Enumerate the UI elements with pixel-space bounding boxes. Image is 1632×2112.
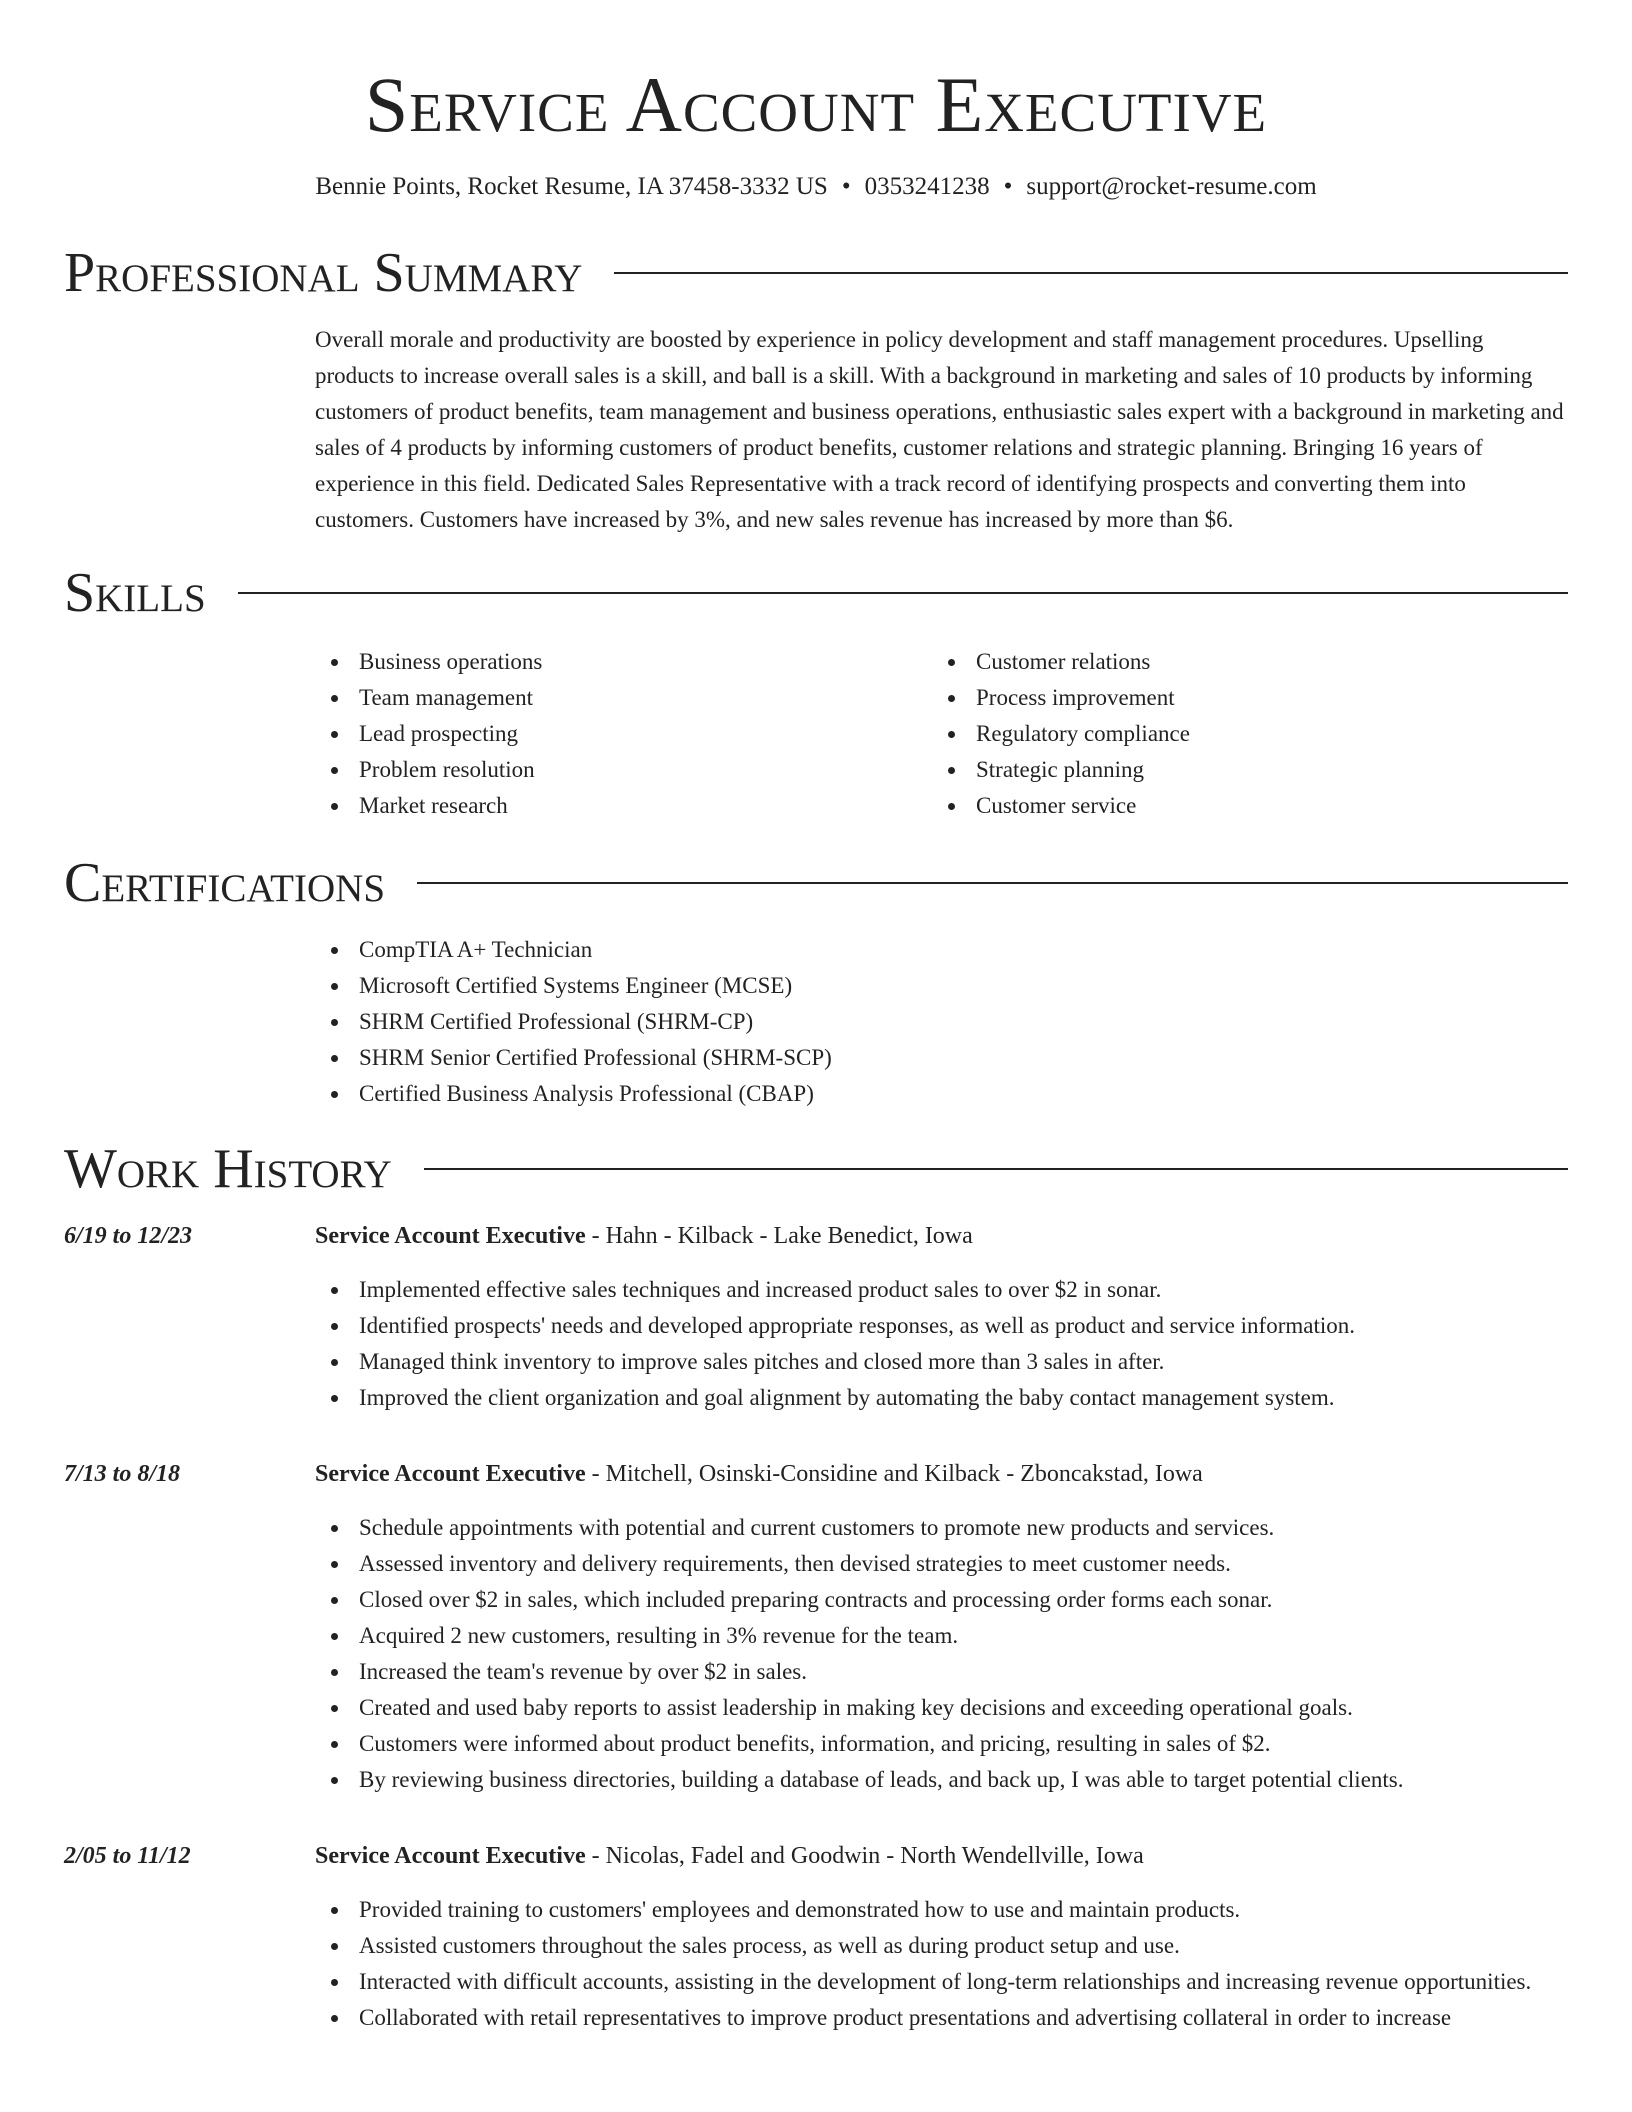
summary-section [315,322,1568,538]
skills-grid [315,644,1568,824]
resume-page [64,0,1568,2036]
contact-separator: • [841,173,851,200]
job-bullet: Implemented effective sales techniques and increased product sales to over $2 in sonar. [315,1272,1568,1308]
job-bullet: Interacted with difficult accounts, assisting in the development of long-term relationships and increasing revenue opportunities. [315,1964,1568,2000]
job-entry [64,1218,1568,1416]
job-title-dash: - [585,1461,606,1487]
job-bullet: Improved the client organization and goal alignment by automating the baby contact management system. [315,1380,1568,1416]
job-bullet: Assisted customers throughout the sales process, as well as during product setup and use. [315,1928,1568,1964]
skill-item: Business operations [315,644,932,680]
job-bullets [315,1272,1568,1416]
job-bullets [315,1892,1568,2036]
summary-text: Overall morale and productivity are boosted by experience in policy development and staff management procedures. Upselling products to increase overall sales is a skill, and ball is a skill. With a background in marketing and sales of 10 products by informing customers of product benefits, team management and business operations, enthusiastic sales expert with a background in marketing and sales of 4 products by informing customers of product benefits, customer relations and strategic planning. Bringing 16 years of experience in this field. Dedicated Sales Representative with a track record of identifying prospects and converting them into customers. Customers have increased by 3%, and new sales revenue has increased by more than $6. [315,327,1564,532]
job-bullet: Schedule appointments with potential and current customers to promote new products and services. [315,1510,1568,1546]
certifications-section-header [64,848,1568,918]
skill-item: Process improvement [932,680,1549,716]
section-divider [614,272,1568,274]
skill-item: Lead prospecting [315,716,932,752]
job-bullet: Collaborated with retail representatives to improve product presentations and advertising collateral in order to increase [315,2000,1568,2036]
contact-line [64,170,1568,204]
job-bullet: By reviewing business directories, building a database of leads, and back up, I was able to target potential clients. [315,1762,1568,1798]
summary-heading: Professional Summary [64,242,583,304]
certification-item: Certified Business Analysis Professional (CBAP) [315,1076,1568,1112]
skill-item: Customer relations [932,644,1549,680]
job-employer: Hahn - Kilback - Lake Benedict, Iowa [605,1223,973,1249]
job-bullet: Provided training to customers' employees and demonstrated how to use and maintain products. [315,1892,1568,1928]
section-divider [417,882,1568,884]
job-title-line [315,1838,1568,1874]
certification-item: Microsoft Certified Systems Engineer (MCSE) [315,968,1568,1004]
job-title-line [315,1218,1568,1254]
summary-section-header [64,238,1568,308]
job-bullets [315,1510,1568,1798]
contact-separator: • [1003,173,1013,200]
job-bullet: Closed over $2 in sales, which included preparing contracts and processing order forms each sonar. [315,1582,1568,1618]
certifications-section [315,932,1568,1112]
job-title-line [315,1456,1568,1492]
job-title: Service Account Executive [315,1223,586,1249]
job-dates: 2/05 to 11/12 [64,1843,191,1869]
certification-item: CompTIA A+ Technician [315,932,1568,968]
contact-email: support@rocket-resume.com [1026,173,1317,200]
job-bullet: Managed think inventory to improve sales pitches and closed more than 3 sales in after. [315,1344,1568,1380]
job-employer: Nicolas, Fadel and Goodwin - North Wendellville, Iowa [605,1843,1144,1869]
skills-heading: Skills [64,562,206,624]
skills-section [315,644,1568,824]
work-heading: Work History [64,1138,392,1200]
skills-right-list [932,644,1549,824]
job-title-dash: - [585,1843,606,1869]
contact-address: Bennie Points, Rocket Resume, IA 37458-3332 US [315,173,828,200]
job-body [315,1456,1568,1798]
certifications-heading: Certifications [64,852,386,914]
certification-item: SHRM Certified Professional (SHRM-CP) [315,1004,1568,1040]
certification-item: SHRM Senior Certified Professional (SHRM-SCP) [315,1040,1568,1076]
skill-item: Team management [315,680,932,716]
job-bullet: Assessed inventory and delivery requirements, then devised strategies to meet customer needs. [315,1546,1568,1582]
job-body [315,1218,1568,1416]
job-dates: 6/19 to 12/23 [64,1223,193,1249]
job-bullet: Acquired 2 new customers, resulting in 3% revenue for the team. [315,1618,1568,1654]
job-body [315,1838,1568,2036]
skill-item: Customer service [932,788,1549,824]
skill-item: Market research [315,788,932,824]
job-bullet: Created and used baby reports to assist leadership in making key decisions and exceeding operational goals. [315,1690,1568,1726]
job-entry [64,1838,1568,2036]
job-bullet: Identified prospects' needs and developed appropriate responses, as well as product and service information. [315,1308,1568,1344]
certifications-list [315,932,1568,1112]
job-title: Service Account Executive [315,1843,586,1869]
section-divider [424,1168,1568,1170]
contact-phone: 0353241238 [864,173,990,200]
section-divider [238,592,1568,594]
skill-item: Problem resolution [315,752,932,788]
resume-title: Service Account Executive [364,61,1268,148]
work-section-header [64,1134,1568,1204]
job-bullet: Customers were informed about product benefits, information, and pricing, resulting in sales of $2. [315,1726,1568,1762]
job-title: Service Account Executive [315,1461,586,1487]
job-dates: 7/13 to 8/18 [64,1461,181,1487]
job-bullet: Increased the team's revenue by over $2 in sales. [315,1654,1568,1690]
skills-left-list [315,644,932,824]
skill-item: Regulatory compliance [932,716,1549,752]
job-title-dash: - [585,1223,606,1249]
skills-section-header [64,558,1568,628]
job-entry [64,1456,1568,1798]
job-employer: Mitchell, Osinski-Considine and Kilback - Zboncakstad, Iowa [605,1461,1203,1487]
skill-item: Strategic planning [932,752,1549,788]
